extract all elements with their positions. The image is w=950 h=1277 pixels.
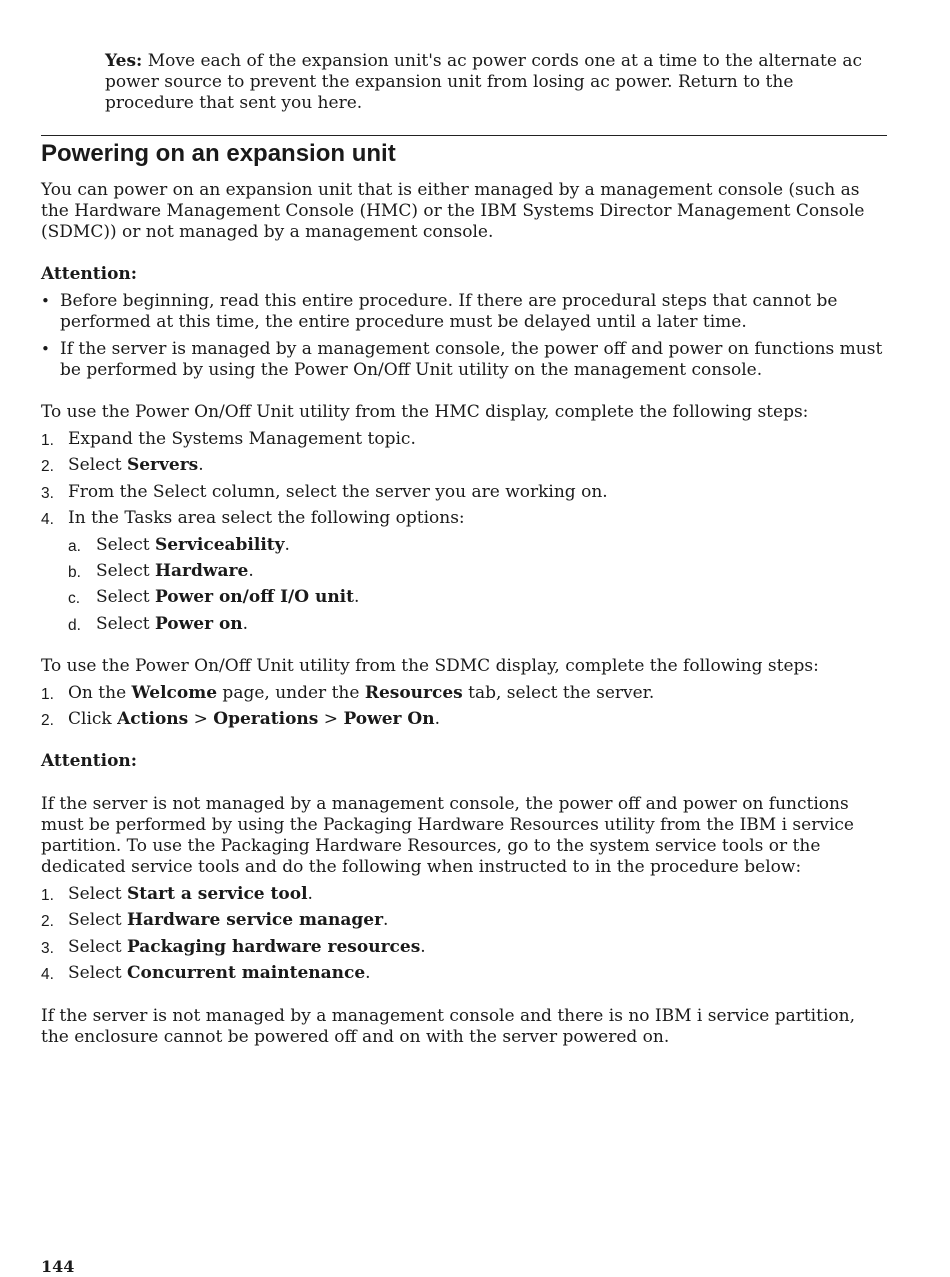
intro-paragraph xyxy=(105,51,887,114)
step-text: Expand the Systems Management topic. xyxy=(68,429,416,449)
section-heading: Powering on an expansion unit xyxy=(41,140,396,167)
substep-text: Select Serviceability. xyxy=(96,535,290,555)
step-number: 4. xyxy=(41,511,54,528)
bullet-text: Before beginning, read this entire procedure. If there are procedural steps that cannot be performed at this time, the entire procedure must be delayed until a later time. xyxy=(60,291,838,332)
intro-text: Move each of the expansion unit's ac power cords one at a time to the alternate ac power source to prevent the expansion unit from losing ac power. Return to the procedure that sent you here. xyxy=(105,51,862,113)
substep-text: Select Power on/off I/O unit. xyxy=(96,587,360,607)
step-text: In the Tasks area select the following options: xyxy=(68,508,465,528)
overview-paragraph: You can power on an expansion unit that is either managed by a management console (such as the Hardware Management Console (HMC) or the IBM Systems Director Management Console (SDMC)) or not managed by a management console. xyxy=(41,180,865,242)
substep-letter: b. xyxy=(68,564,81,581)
step-text: From the Select column, select the server you are working on. xyxy=(68,482,608,502)
bullet-glyph: • xyxy=(41,340,50,358)
sdmc-intro: To use the Power On/Off Unit utility from the SDMC display, complete the following steps: xyxy=(41,656,819,676)
step-number: 2. xyxy=(41,913,54,930)
step-text: Select Concurrent maintenance. xyxy=(68,963,371,983)
hmc-intro: To use the Power On/Off Unit utility from the HMC display, complete the following steps: xyxy=(41,402,809,422)
step-text: Click Actions > Operations > Power On. xyxy=(68,709,441,729)
substep-text: Select Power on. xyxy=(96,614,249,634)
step-number: 4. xyxy=(41,966,54,983)
step-number: 1. xyxy=(41,887,54,904)
bullet-text: If the server is managed by a management console, the power off and power on functions must be performed by using the Power On/Off Unit utility on the management console. xyxy=(60,339,883,380)
step-number: 2. xyxy=(41,712,54,729)
attention-label: Attention: xyxy=(41,264,138,284)
step-text: Select Servers. xyxy=(68,455,204,475)
step-text: Select Start a service tool. xyxy=(68,884,313,904)
step-number: 1. xyxy=(41,432,54,449)
bullet-glyph: • xyxy=(41,292,50,310)
substep-letter: d. xyxy=(68,617,81,634)
step-text: Select Packaging hardware resources. xyxy=(68,937,426,957)
attention-label: Attention: xyxy=(41,751,138,771)
step-number: 3. xyxy=(41,485,54,502)
step-number: 3. xyxy=(41,940,54,957)
step-text: On the Welcome page, under the Resources tab, select the server. xyxy=(68,683,655,703)
section-divider xyxy=(41,135,887,136)
closing-paragraph: If the server is not managed by a management console and there is no IBM i service partition, the enclosure cannot be powered off and on with the server powered on. xyxy=(41,1006,855,1047)
page-number: 144 xyxy=(41,1257,75,1276)
step-number: 2. xyxy=(41,458,54,475)
attention-paragraph: If the server is not managed by a management console, the power off and power on functions must be performed by using the Packaging Hardware Resources utility from the IBM i service partition. To use the Packaging Hardware Resources, go to the system service tools or the dedicated service tools and do the following when instructed to in the procedure below: xyxy=(41,794,854,877)
step-number: 1. xyxy=(41,686,54,703)
step-text: Select Hardware service manager. xyxy=(68,910,389,930)
intro-label: Yes: xyxy=(105,51,143,71)
substep-letter: a. xyxy=(68,538,81,555)
substep-text: Select Hardware. xyxy=(96,561,254,581)
substep-letter: c. xyxy=(68,590,81,607)
